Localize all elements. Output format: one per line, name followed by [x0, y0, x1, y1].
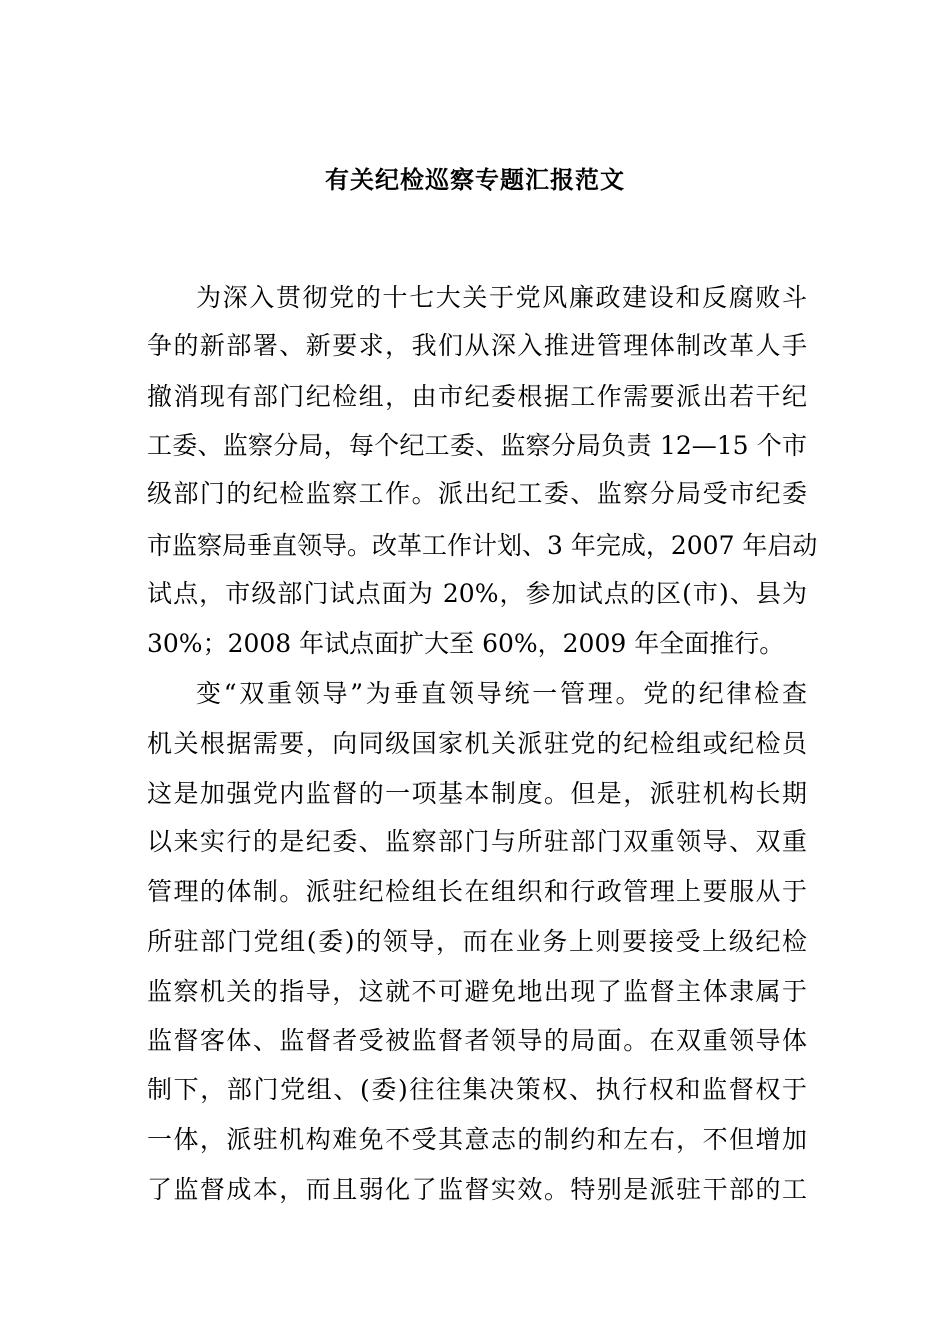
paragraph-1-line: 级部门的纪检监察工作。派出纪工委、监察分局受市纪委 [147, 479, 807, 508]
paragraph-1-line: 争的新部署、新要求，我们从深入推进管理体制改革人手 [147, 331, 807, 360]
paragraph-1-line: 30%；2008 年试点面扩大至 60%，2009 年全面推行。 [147, 629, 785, 658]
paragraph-2-line: 了监督成本，而且弱化了监督实效。特别是派驻干部的工 [147, 1175, 807, 1204]
paragraph-2-line: 变“双重领导”为垂直领导统一管理。党的纪律检查 [196, 679, 807, 708]
paragraph-2-line: 所驻部门党组(委)的领导，而在业务上则要接受上级纪检 [147, 927, 807, 956]
paragraph-1-line: 撤消现有部门纪检组，由市纪委根据工作需要派出若干纪 [147, 382, 807, 411]
document-title: 有关纪检巡察专题汇报范文 [325, 166, 625, 194]
paragraph-1-line: 工委、监察分局，每个纪工委、监察分局负责 12—15 个市 [147, 431, 807, 460]
paragraph-1-line: 市监察局垂直领导。改革工作计划、3 年完成，2007 年启动 [147, 531, 818, 560]
paragraph-1-line: 为深入贯彻党的十七大关于党风廉政建设和反腐败斗 [196, 283, 807, 312]
paragraph-2-line: 管理的体制。派驻纪检组长在组织和行政管理上要服从于 [147, 877, 807, 906]
paragraph-2-line: 以来实行的是纪委、监察部门与所驻部门双重领导、双重 [147, 827, 807, 856]
paragraph-2-line: 这是加强党内监督的一项基本制度。但是，派驻机构长期 [147, 779, 807, 808]
paragraph-2-line: 机关根据需要，向同级国家机关派驻党的纪检组或纪检员 [147, 729, 807, 758]
paragraph-2-line: 制下，部门党组、(委)往往集决策权、执行权和监督权于 [147, 1075, 807, 1104]
paragraph-2-line: 监察机关的指导，这就不可避免地出现了监督主体隶属于 [147, 977, 807, 1006]
paragraph-2-line: 监督客体、监督者受被监督者领导的局面。在双重领导体 [147, 1026, 807, 1055]
paragraph-1-line: 试点，市级部门试点面为 20%，参加试点的区(市)、县为 [147, 579, 807, 608]
paragraph-2-line: 一体，派驻机构难免不受其意志的制约和左右，不但增加 [147, 1125, 807, 1154]
